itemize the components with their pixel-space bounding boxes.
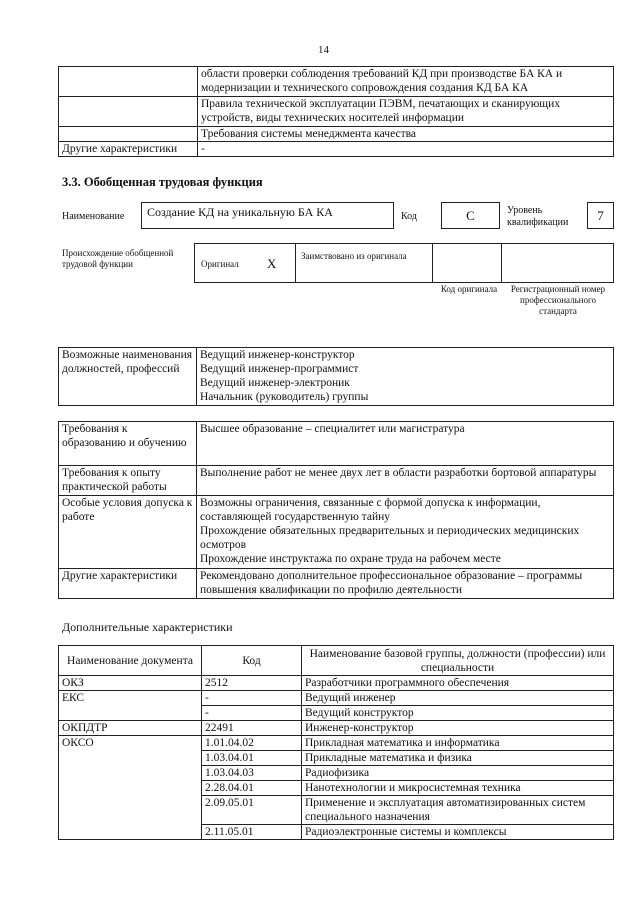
table-cell: 1.03.04.03 <box>202 766 302 781</box>
table-cell: - <box>198 142 614 157</box>
table-cell-line: Высшее образование – специалитет или магистратура <box>200 423 465 435</box>
borrowed-label: Заимствовано из оригинала <box>301 251 407 261</box>
table-cell: 1.03.04.01 <box>202 751 302 766</box>
table-cell <box>59 706 202 721</box>
table-row <box>59 781 614 796</box>
table-cell: Правила технической эксплуатации ПЭВМ, печатающих и сканирующих устройств, виды технических носителей информации <box>198 97 614 127</box>
table-row <box>59 569 614 599</box>
table-row <box>59 67 614 97</box>
level-label <box>507 205 568 229</box>
table-cell <box>59 781 202 796</box>
positions-label: Возможные наименования должностей, профессий <box>59 348 197 406</box>
table-cell: Инженер-конструктор <box>302 721 614 736</box>
table-cell <box>59 825 202 840</box>
table-cell <box>59 97 198 127</box>
level-value: 7 <box>597 208 604 223</box>
table-row <box>59 676 614 691</box>
table-cell: - <box>202 706 302 721</box>
table-row <box>59 766 614 781</box>
requirements-table <box>58 421 614 599</box>
list-item: Начальник (руководитель) группы <box>200 391 369 403</box>
code-label: Код <box>401 211 417 222</box>
table-row <box>59 706 614 721</box>
origin-divider <box>295 244 296 282</box>
reg-number-caption: Регистрационный номер профессионального стандарта <box>510 284 606 316</box>
table-cell: 2.09.05.01 <box>202 796 302 825</box>
table-cell: Требования к образованию и обучению <box>59 422 197 466</box>
positions-table <box>58 347 614 406</box>
section-title: 3.3. Обобщенная трудовая функция <box>62 175 263 189</box>
table-cell: 2.11.05.01 <box>202 825 302 840</box>
page-number: 14 <box>318 44 329 56</box>
table-cell: Другие характеристики <box>59 569 197 599</box>
table-cell <box>197 569 614 599</box>
name-value-box <box>141 202 394 229</box>
table-cell: области проверки соблюдения требований КД при производстве БА КА и модернизации и технического сопровождения создания КД БА КА <box>198 67 614 97</box>
table-row <box>59 348 614 406</box>
table-cell: Требования системы менеджмента качества <box>198 127 614 142</box>
table-row <box>59 466 614 496</box>
table-cell: Другие характеристики <box>59 142 198 157</box>
table-cell-line: Рекомендовано дополнительное профессиональное образование – программы повышения квалификации по профилю деятельности <box>200 570 583 596</box>
code-original-caption: Код оригинала <box>440 284 498 294</box>
table-cell: ОКЗ <box>59 676 202 691</box>
level-label-line: квалификации <box>507 217 569 228</box>
table-cell: ОКСО <box>59 736 202 751</box>
name-value: Создание КД на уникальную БА КА <box>147 205 333 219</box>
table-cell: Нанотехнологии и микросистемная техника <box>302 781 614 796</box>
list-item: Ведущий инженер-конструктор <box>200 349 355 361</box>
table-cell-line: Прохождение обязательных предварительных и периодических медицинских осмотров <box>200 525 580 551</box>
table-cell-line: Возможны ограничения, связанные с формой допуска к информации, составляющей государственную тайну <box>200 497 541 523</box>
table-cell: Радиофизика <box>302 766 614 781</box>
table-row <box>59 496 614 569</box>
table-cell <box>197 466 614 496</box>
origin-row <box>194 243 614 283</box>
table-cell: Требования к опыту практической работы <box>59 466 197 496</box>
table-row <box>59 422 614 466</box>
table-row <box>59 142 614 157</box>
additional-title: Дополнительные характеристики <box>62 620 233 634</box>
table-row <box>59 736 614 751</box>
list-item: Ведущий инженер-электроник <box>200 377 350 389</box>
column-header-code: Код <box>202 646 302 676</box>
origin-label: Происхождение обобщенной трудовой функции <box>62 248 174 269</box>
table-cell: Ведущий инженер <box>302 691 614 706</box>
table-cell: - <box>202 691 302 706</box>
name-label: Наименование <box>62 211 125 222</box>
table-cell: Прикладная математика и информатика <box>302 736 614 751</box>
table-cell-line: Прохождение инструктажа по охране труда на рабочем месте <box>200 553 501 565</box>
table-cell <box>197 496 614 569</box>
table-cell <box>59 751 202 766</box>
table-row <box>59 796 614 825</box>
table-cell: Особые условия допуска к работе <box>59 496 197 569</box>
table-row <box>59 691 614 706</box>
table-cell <box>59 127 198 142</box>
origin-divider <box>432 244 433 282</box>
table-cell: 1.01.04.02 <box>202 736 302 751</box>
table-header-row <box>59 646 614 676</box>
additional-table <box>58 645 614 840</box>
table-cell: Ведущий конструктор <box>302 706 614 721</box>
top-table <box>58 66 614 157</box>
table-cell <box>197 422 614 466</box>
original-mark: X <box>267 256 277 271</box>
table-cell: 22491 <box>202 721 302 736</box>
table-cell: ЕКС <box>59 691 202 706</box>
table-cell: Разработчики программного обеспечения <box>302 676 614 691</box>
table-row <box>59 127 614 142</box>
table-cell: Применение и эксплуатация автоматизированных систем специального назначения <box>302 796 614 825</box>
table-row <box>59 721 614 736</box>
table-cell: Прикладные математика и физика <box>302 751 614 766</box>
level-label-line: Уровень <box>507 205 543 216</box>
table-cell: Радиоэлектронные системы и комплексы <box>302 825 614 840</box>
original-label: Оригинал <box>201 259 239 269</box>
list-item: Ведущий инженер-программист <box>200 363 359 375</box>
table-row <box>59 751 614 766</box>
code-value: C <box>466 208 475 223</box>
table-cell <box>59 67 198 97</box>
table-cell: ОКПДТР <box>59 721 202 736</box>
table-row <box>59 825 614 840</box>
column-header-document: Наименование документа <box>59 646 202 676</box>
table-cell <box>59 766 202 781</box>
table-cell <box>59 796 202 825</box>
origin-divider <box>501 244 502 282</box>
code-value-box <box>441 202 500 229</box>
column-header-name: Наименование базовой группы, должности (профессии) или специальности <box>302 646 614 676</box>
table-row <box>59 97 614 127</box>
table-cell-line: Выполнение работ не менее двух лет в области разработки бортовой аппаратуры <box>200 467 597 479</box>
table-cell: 2512 <box>202 676 302 691</box>
table-cell: 2.28.04.01 <box>202 781 302 796</box>
level-value-box <box>587 202 614 229</box>
positions-list <box>197 348 614 406</box>
